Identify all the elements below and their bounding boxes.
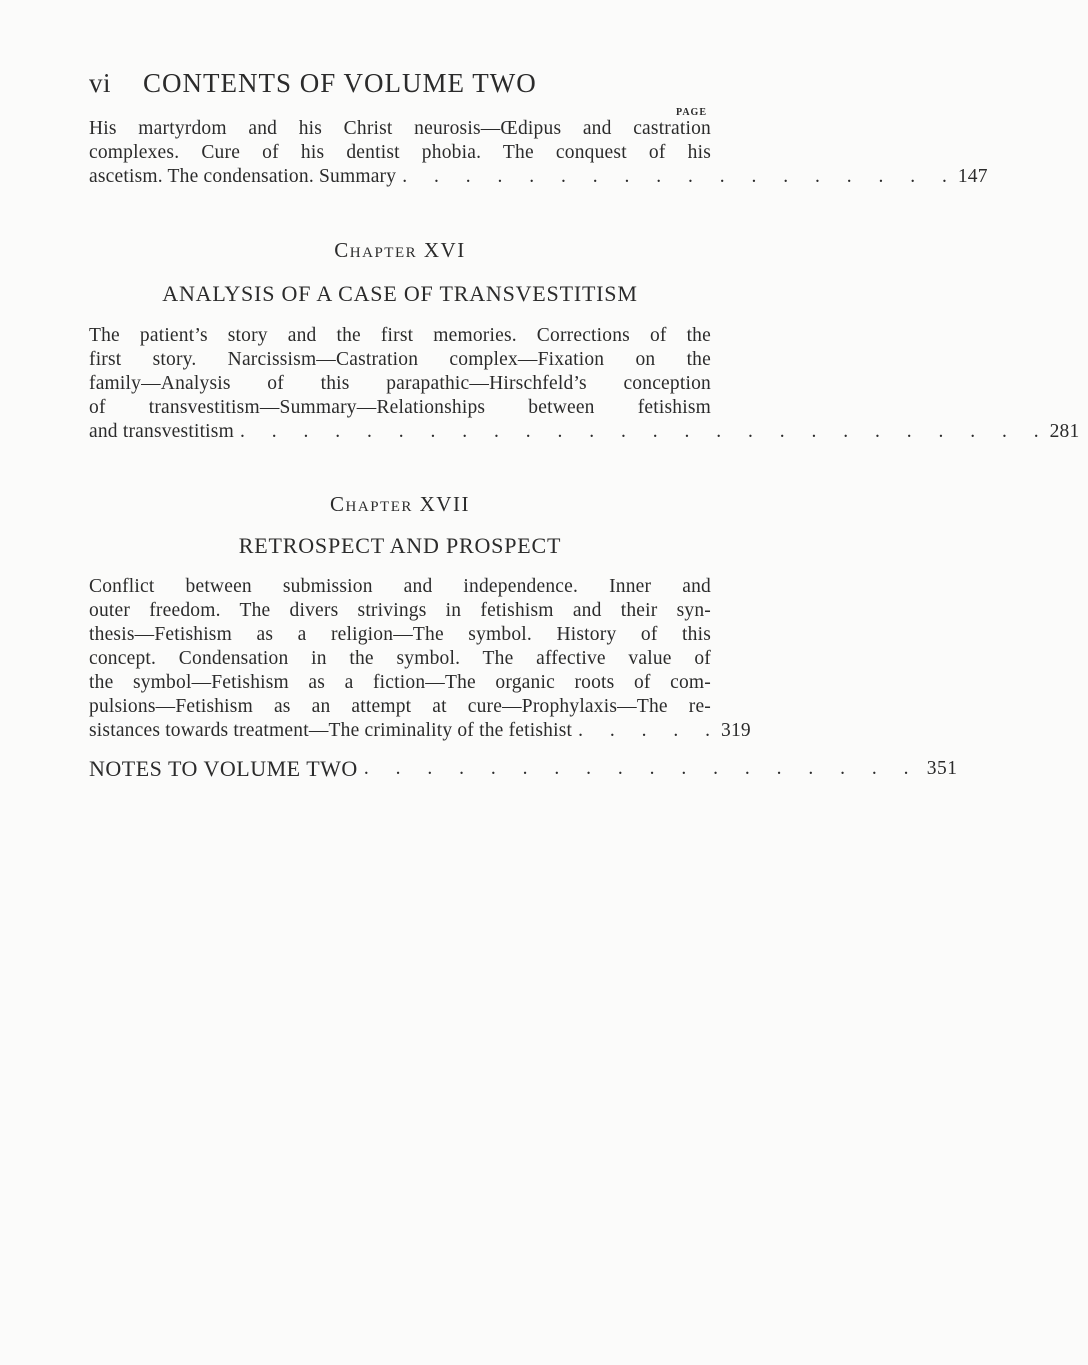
entry-line: The patient’s story and the first memories. Corrections of the	[89, 325, 711, 346]
toc-entry	[89, 324, 1080, 444]
running-head-title: CONTENTS OF VOLUME TWO	[143, 68, 537, 98]
entry-last-line	[89, 420, 1080, 444]
entry-line: ascetism. The condensation. Summary	[89, 166, 397, 187]
entry-line: sistances towards treatment—The criminality of the fetishist	[89, 720, 573, 741]
notes-label: NOTES TO VOLUME TWO	[89, 756, 358, 781]
chapter-title: RETROSPECT AND PROSPECT	[238, 533, 562, 558]
entry-line: first story. Narcissism—Castration complex—Fixation on the	[89, 349, 711, 370]
entry-last-line	[89, 719, 751, 743]
dot-leader: . . . . . . . . . . . . . . . . . . . . . . . . . .	[239, 421, 1050, 442]
entry-line: complexes. Cure of his dentist phobia. The conquest of his	[89, 142, 711, 163]
page-number: 281	[1049, 421, 1080, 442]
toc-entry-notes	[89, 755, 958, 783]
entry-line: and transvestitism	[89, 421, 234, 442]
entry-last-line	[89, 165, 988, 189]
dot-leader: . . . . . . . . . . . . . . . . . .	[402, 166, 958, 187]
toc-entry-continued	[89, 117, 988, 189]
entry-line: family—Analysis of this parapathic—Hirschfeld’s conception	[89, 373, 711, 394]
chapter-heading: Chapter XVI	[334, 238, 466, 262]
toc-entry	[89, 575, 751, 743]
dot-leader: . . . . . . . . . . . . . . . . . .	[363, 758, 920, 779]
page-column-label: PAGE	[675, 107, 707, 118]
page-number: 319	[721, 720, 751, 741]
page-number: 147	[957, 166, 988, 187]
dot-leader: . . . . .	[578, 720, 721, 741]
entry-line: thesis—Fetishism as a religion—The symbol. History of this	[89, 624, 711, 645]
page-number: 351	[926, 758, 958, 779]
entry-line: His martyrdom and his Christ neurosis—Œdipus and castration	[89, 118, 711, 139]
entry-line: pulsions—Fetishism as an attempt at cure—Prophylaxis—The re-	[89, 696, 711, 717]
entry-line: concept. Condensation in the symbol. The affective value of	[89, 648, 711, 669]
page-folio: vi	[89, 68, 112, 98]
running-head	[89, 68, 709, 99]
entry-line: of transvestitism—Summary—Relationships between fetishism	[89, 397, 711, 418]
entry-line: outer freedom. The divers strivings in fetishism and their syn-	[89, 600, 711, 621]
entry-line: Conflict between submission and independence. Inner and	[89, 576, 711, 597]
chapter-heading: Chapter XVII	[330, 492, 470, 516]
chapter-title: ANALYSIS OF A CASE OF TRANSVESTITISM	[162, 281, 638, 306]
entry-line: the symbol—Fetishism as a fiction—The organic roots of com-	[89, 672, 711, 693]
